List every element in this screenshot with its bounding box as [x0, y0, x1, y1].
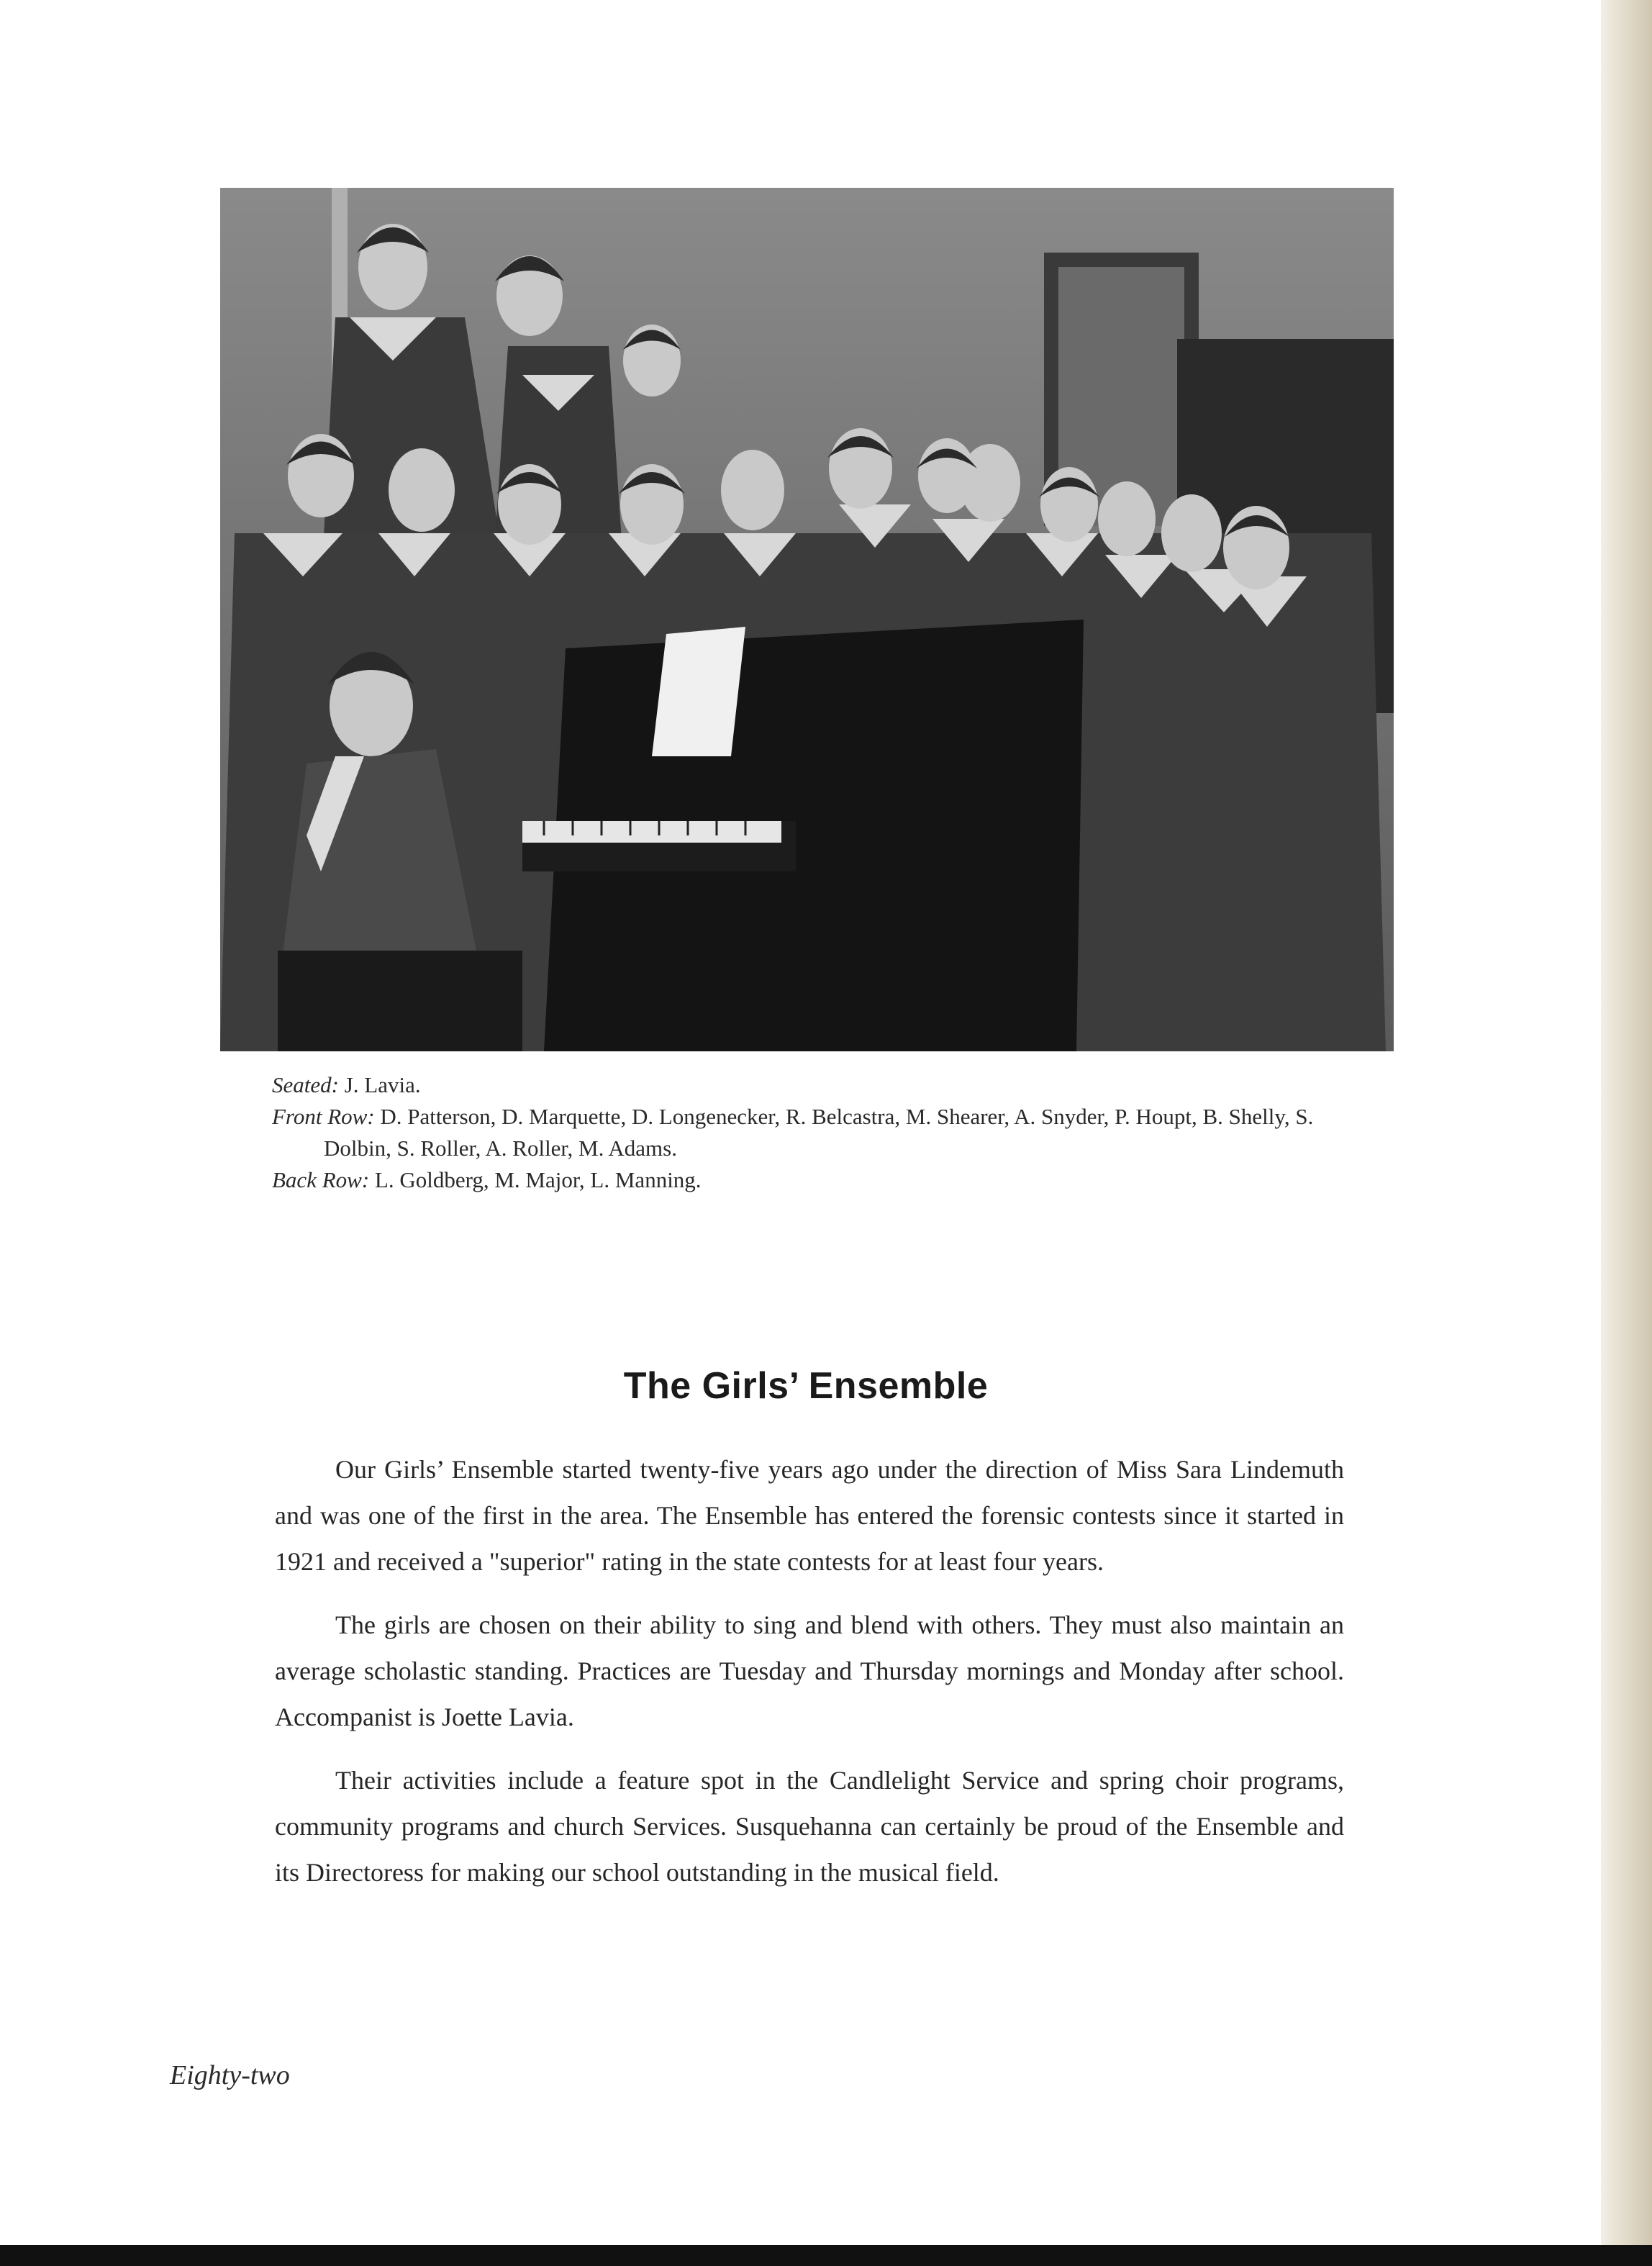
caption-seated-names: J. Lavia.	[344, 1072, 421, 1097]
page-number: Eighty-two	[170, 2060, 290, 2090]
article-paragraph: The girls are chosen on their ability to sing and blend with others. They must also maintain an average scholastic standing. Practices are Tuesday and Thursday mornings and Monday after school. Accompanist is Joette Lavia.	[275, 1610, 1344, 1731]
caption-front-label: Front Row:	[272, 1104, 375, 1129]
caption-back-label: Back Row:	[272, 1167, 370, 1192]
caption-seated	[272, 1069, 1380, 1101]
caption-front-names: D. Patterson, D. Marquette, D. Longenecker, R. Belcastra, M. Shearer, A. Snyder, P. Houpt, B. Shelly, S. Dolbin, S. Roller, A. Roller, M. Adams.	[324, 1104, 1314, 1161]
article-paragraph: Their activities include a feature spot in the Candlelight Service and spring choir programs, community programs and church Services. Susquehanna can certainly be proud of the Ensemble and its Directoress for making our school outstanding in the musical field.	[275, 1766, 1344, 1887]
scan-border	[0, 2245, 1652, 2266]
caption-back-names: L. Goldberg, M. Major, L. Manning.	[374, 1167, 702, 1192]
article-body	[275, 1446, 1344, 1913]
caption-back-row	[272, 1164, 1380, 1196]
choir-photo-illustration	[220, 188, 1394, 1051]
caption-seated-label: Seated:	[272, 1072, 339, 1097]
article-title: The Girls’ Ensemble	[623, 1365, 989, 1407]
article-paragraph: Our Girls’ Ensemble started twenty-five years ago under the direction of Miss Sara Lindemuth and was one of the first in the area. The Ensemble has entered the forensic contests since it started in 1921 and received a "superior" rating in the state contests for at least four years.	[275, 1455, 1344, 1576]
page-edge	[1601, 0, 1652, 2266]
group-photo	[220, 188, 1394, 1051]
caption-front-row	[272, 1101, 1380, 1164]
photo-caption	[272, 1069, 1380, 1196]
